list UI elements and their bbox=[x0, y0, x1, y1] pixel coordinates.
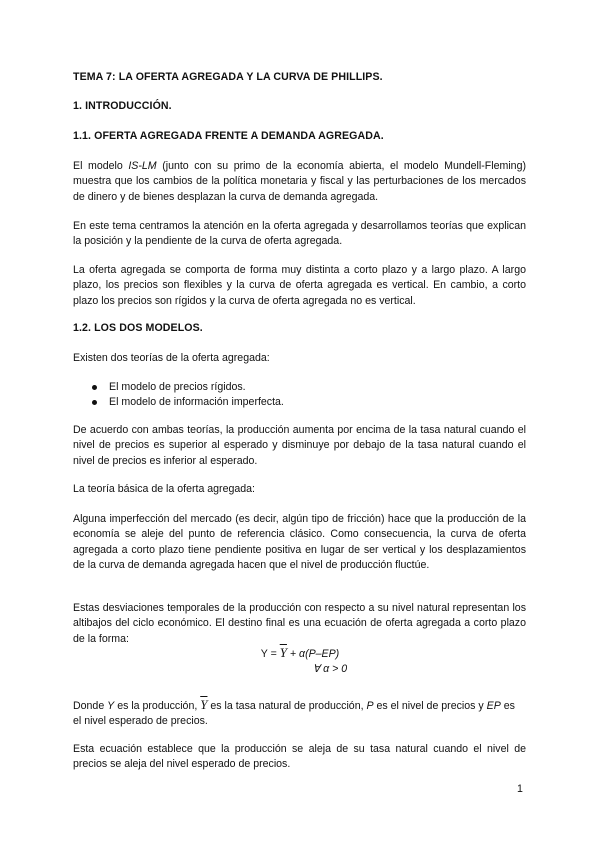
text-fragment: es el nivel esperado de precios. bbox=[73, 700, 515, 728]
paragraph-ambas-teorias: De acuerdo con ambas teorías, la producción aumenta por encima de la tasa natural cuando el nivel de precios es superior al esperado y disminuye por debajo de la tasa natural cuando el nivel de precios es inferior al esperado. bbox=[73, 424, 526, 467]
document-title: TEMA 7: LA OFERTA AGREGADA Y LA CURVA DE PHILLIPS. bbox=[73, 71, 383, 83]
section-heading-introduccion: 1. INTRODUCCIÓN. bbox=[73, 100, 172, 112]
paragraph-is-lm-pre: El modelo bbox=[73, 160, 129, 172]
text-fragment: Donde bbox=[73, 700, 108, 712]
is-lm-term: IS-LM bbox=[128, 160, 157, 172]
list-item-text: El modelo de precios rígidos. bbox=[109, 381, 246, 393]
paragraph-dos-teorias: Existen dos teorías de la oferta agregada: bbox=[73, 352, 270, 364]
paragraph-is-lm-post: (junto con su primo de la economía abierta, el modelo Mundell-Fleming) muestra que los cambios de la política monetaria y fiscal y las perturbaciones de los mercados de dinero y de bienes desplazan la curva de demanda agregada. bbox=[73, 160, 526, 203]
subsection-heading-dos-modelos: 1.2. LOS DOS MODELOS. bbox=[73, 322, 203, 334]
paragraph-ecuacion-establece: Esta ecuación establece que la producción se aleja de su tasa natural cuando el nivel de precios se aleja del nivel esperado de precios. bbox=[73, 743, 526, 771]
text-fragment: es la producción, bbox=[114, 700, 201, 712]
symbol-y-bar: $\overline{Y}$ bbox=[200, 697, 208, 712]
bullet-icon bbox=[92, 385, 97, 390]
text-fragment: es la tasa natural de producción, bbox=[207, 700, 367, 712]
paragraph-desviaciones: Estas desviaciones temporales de la producción con respecto a su nivel natural representan los altibajos del ciclo económico. El destino final es una ecuación de oferta agregada a corto plazo de la forma: bbox=[73, 602, 526, 645]
list-item bbox=[73, 395, 513, 410]
paragraph-tema-focus: En este tema centramos la atención en la oferta agregada y desarrollamos teorías que explican la posición y la pendiente de la curva de oferta agregada. bbox=[73, 220, 526, 248]
paragraph-corto-largo-plazo: La oferta agregada se comporta de forma muy distinta a corto plazo y a largo plazo. A largo plazo, los precios son flexibles y la curva de oferta agregada es vertical. En cambio, a corto plazo los precios son rígidos y la curva de oferta agregada no es vertical. bbox=[73, 264, 526, 307]
symbol-ep: EP bbox=[486, 700, 501, 712]
subsection-heading-oferta-demanda: 1.1. OFERTA AGREGADA FRENTE A DEMANDA AGREGADA. bbox=[73, 130, 384, 142]
paragraph-teoria-basica: La teoría básica de la oferta agregada: bbox=[73, 483, 255, 495]
text-fragment: es el nivel de precios y bbox=[373, 700, 487, 712]
list-item bbox=[73, 380, 513, 395]
symbol-y: Y bbox=[107, 700, 115, 712]
paragraph-variables bbox=[73, 697, 526, 730]
bullet-icon bbox=[92, 400, 97, 405]
equation-condition: ∀ α > 0 bbox=[312, 663, 348, 675]
page-number: 1 bbox=[517, 783, 523, 795]
paragraph-imperfeccion: Alguna imperfección del mercado (es decir, algún tipo de fricción) hace que la producción de la economía se aleje del punto de referencia clásico. Como consecuencia, la curva de oferta agregada a corto plazo tiene pendiente positiva en lugar de ser vertical y los desplazamientos de la curva de demanda agregada hacen que el nivel de producción fluctúe. bbox=[73, 513, 526, 572]
symbol-p: P bbox=[366, 700, 374, 712]
list-item-text: El modelo de información imperfecta. bbox=[109, 396, 284, 408]
paragraph-is-lm bbox=[73, 159, 526, 205]
equation-rhs: + α(P–EP) bbox=[286, 648, 340, 660]
equation-oferta-agregada bbox=[200, 645, 400, 662]
equation-lhs: Y = bbox=[260, 648, 280, 660]
models-list bbox=[73, 380, 513, 410]
natural-output-symbol: $\overline{Y}$ bbox=[279, 645, 287, 660]
